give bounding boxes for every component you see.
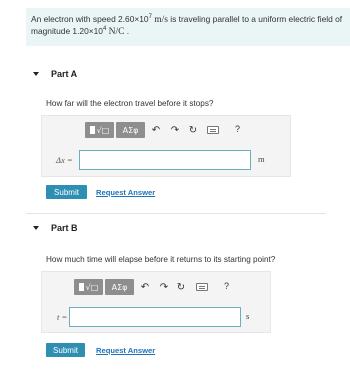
speed-unit: m/s [154,15,168,25]
problem-statement [26,8,350,46]
part-b-answer-input[interactable] [69,307,241,327]
problem-text-middle: is traveling parallel to a uniform electric field of magnitude 1.20×10 [31,14,343,36]
field-exponent: 4 [102,26,107,32]
template-button[interactable]: √□ [74,279,103,295]
reset-icon[interactable]: ↻ [188,124,198,136]
part-b-request-answer-link[interactable]: Request Answer [96,346,156,355]
part-a-header[interactable] [26,67,326,81]
keyboard-icon[interactable] [207,126,219,134]
part-a-editor-panel [41,115,291,177]
help-icon[interactable]: ? [224,281,230,291]
keyboard-icon[interactable] [196,283,208,291]
reset-icon[interactable]: ↻ [176,281,186,293]
part-b-header[interactable] [26,221,326,235]
part-a-answer-input[interactable] [79,150,251,170]
caret-down-icon [33,226,39,230]
greek-symbols-button[interactable] [116,122,145,138]
part-b-question: How much time will elapse before it returns to its starting point? [46,255,276,264]
problem-text-before: An electron with speed 2.60×10 [31,14,149,24]
part-b-submit-button[interactable]: Submit [46,343,85,357]
template-button[interactable]: √□ [85,122,114,138]
greek-symbols-button[interactable] [105,279,134,295]
part-b-unit: s [246,311,250,321]
redo-icon[interactable]: ↷ [159,281,169,293]
greek-symbols-icon: ΑΣφ [122,125,139,135]
template-icon [90,126,95,134]
part-a-question: How far will the electron travel before it stops? [46,99,214,108]
part-a-request-answer-link[interactable]: Request Answer [96,188,156,197]
part-b-editor-panel [41,271,271,333]
part-a-submit-button[interactable]: Submit [46,185,87,199]
problem-text-end: . [124,26,130,36]
caret-down-icon [33,72,39,76]
undo-icon[interactable]: ↶ [140,281,150,293]
speed-exponent: 7 [148,14,152,20]
field-unit: N/C [108,27,125,37]
help-icon[interactable]: ? [235,124,241,134]
greek-symbols-icon: ΑΣφ [111,282,128,292]
part-a-unit: m [258,154,265,164]
undo-icon[interactable]: ↶ [151,124,161,136]
part-b-variable-label: t = [57,312,68,322]
redo-icon[interactable]: ↷ [170,124,180,136]
part-b-title: Part B [51,223,78,233]
part-a-variable-label: Δx = [56,155,73,165]
part-a-title: Part A [51,69,78,79]
template-icon [79,283,84,291]
part-divider [26,213,326,214]
